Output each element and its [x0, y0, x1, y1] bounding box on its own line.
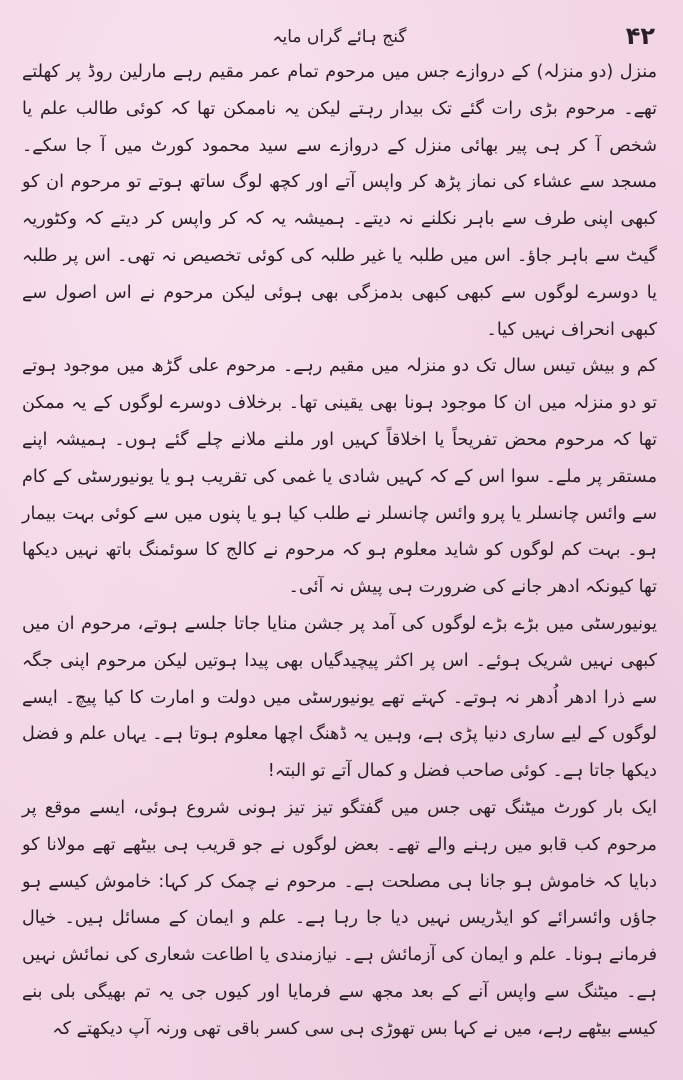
- paragraph: کم و بیش تیس سال تک دو منزلہ میں مقیم رہے۔ مرحوم علی گڑھ میں موجود ہوتے تو دو منزلہ میں ان کا موجود ہونا بھی یقینی تھا۔ برخلاف دوسرے لوگوں کے یہ ممکن تھا کہ مرحوم محض تفریحاً یا اخلاقاً کہیں اور ملنے ملانے چلے گئے ہوں۔ ہمیشہ اپنے مستقر پر ملے۔ سوا اس کے کہ کہیں شادی یا غمی کی تقریب ہو یا یونیورسٹی کے کام سے وائس چانسلر یا پرو وائس چانسلر نے طلب کیا ہو یا پنوں میں سے کوئی بہت بیمار ہو۔ بہت کم لوگوں کو شاید معلوم ہو کہ مرحوم نے کالج کا سوئمنگ باتھ نہیں دیکھا تھا کیونکہ ادھر جانے کی ضرورت ہی پیش نہ آئی۔: [22, 356, 657, 598]
- body-text: [22, 54, 657, 1048]
- paragraph: یونیورسٹی میں بڑے بڑے لوگوں کی آمد پر جشن منایا جاتا جلسے ہوتے، مرحوم ان میں کبھی نہیں شریک ہوئے۔ اس پر اکثر پیچیدگیاں بھی پیدا ہوتیں لیکن مرحوم اپنی جگہ سے ذرا ادھر اُدھر نہ ہوتے۔ کہتے تھے یونیورسٹی میں دولت و امارت کا کیا پیچ۔ ایسے لوگوں کے لیے ساری دنیا پڑی ہے، وہیں یہ ڈھنگ اچھا معلوم ہوتا ہے۔ یہاں علم و فضل دیکھا جاتا ہے۔ کوئی صاحب فضل و کمال آتے تو البتہ!: [22, 613, 657, 782]
- page-number: ۴۲: [625, 22, 655, 50]
- running-title: گنج ہائے گراں مایہ: [272, 27, 407, 47]
- page-header: [22, 20, 657, 54]
- paragraph: ایک بار کورٹ میٹنگ تھی جس میں گفتگو تیز تیز ہونی شروع ہوئی، ایسے موقع پر مرحوم کب قابو میں رہنے والے تھے۔ بعض لوگوں نے جو قریب ہی بیٹھے تھے مولانا کو دبایا کہ خاموش ہو جانا ہی مصلحت ہے۔ مرحوم نے چمک کر کہا: خاموش کیسے ہو جاؤں وائسرائے کو ایڈریس نہیں دیا جا رہا ہے۔ علم و ایمان کے مسائل ہیں۔ خیال فرمانے ہونا۔ علم و ایمان کی آزمائش ہے۔ نیازمندی یا اطاعت شعاری کی نمائش نہیں ہے۔ میٹنگ سے واپس آنے کے بعد مجھ سے فرمایا اور کیوں جی یہ تم بھیگی بلی بنے کیسے بیٹھے رہے، میں نے کہا بس تھوڑی ہی سی کسر باقی تھی ورنہ آپ دیکھتے کہ: [22, 797, 657, 1039]
- paragraph: منزل (دو منزلہ) کے دروازے جس میں مرحوم تمام عمر مقیم رہے مارلین روڈ پر کھلتے تھے۔ مرحوم بڑی رات گئے تک بیدار رہتے لیکن یہ ناممکن تھا کہ کوئی طالب علم یا شخص آ کر ہی پیر بھائی منزل کے دروازے سے سید محمود کورٹ میں آ جا سکے۔ مسجد سے عشاء کی نماز پڑھ کر واپس آتے اور کچھ لوگ ساتھ ہوتے تو مرحوم ان کو کبھی اپنی طرف سے باہر نکلنے نہ دیتے۔ ہمیشہ یہ کہ کر واپس کر دیتے کہ وکٹوریہ گیٹ سے باہر جاؤ۔ اس میں طلبہ یا غیر طلبہ کی کوئی تخصیص نہ تھی۔ اس پر طلبہ یا دوسرے لوگوں سے کبھی کبھی بدمزگی بھی ہوئی لیکن مرحوم نے اس اصول سے کبھی انحراف نہیں کیا۔: [22, 62, 657, 340]
